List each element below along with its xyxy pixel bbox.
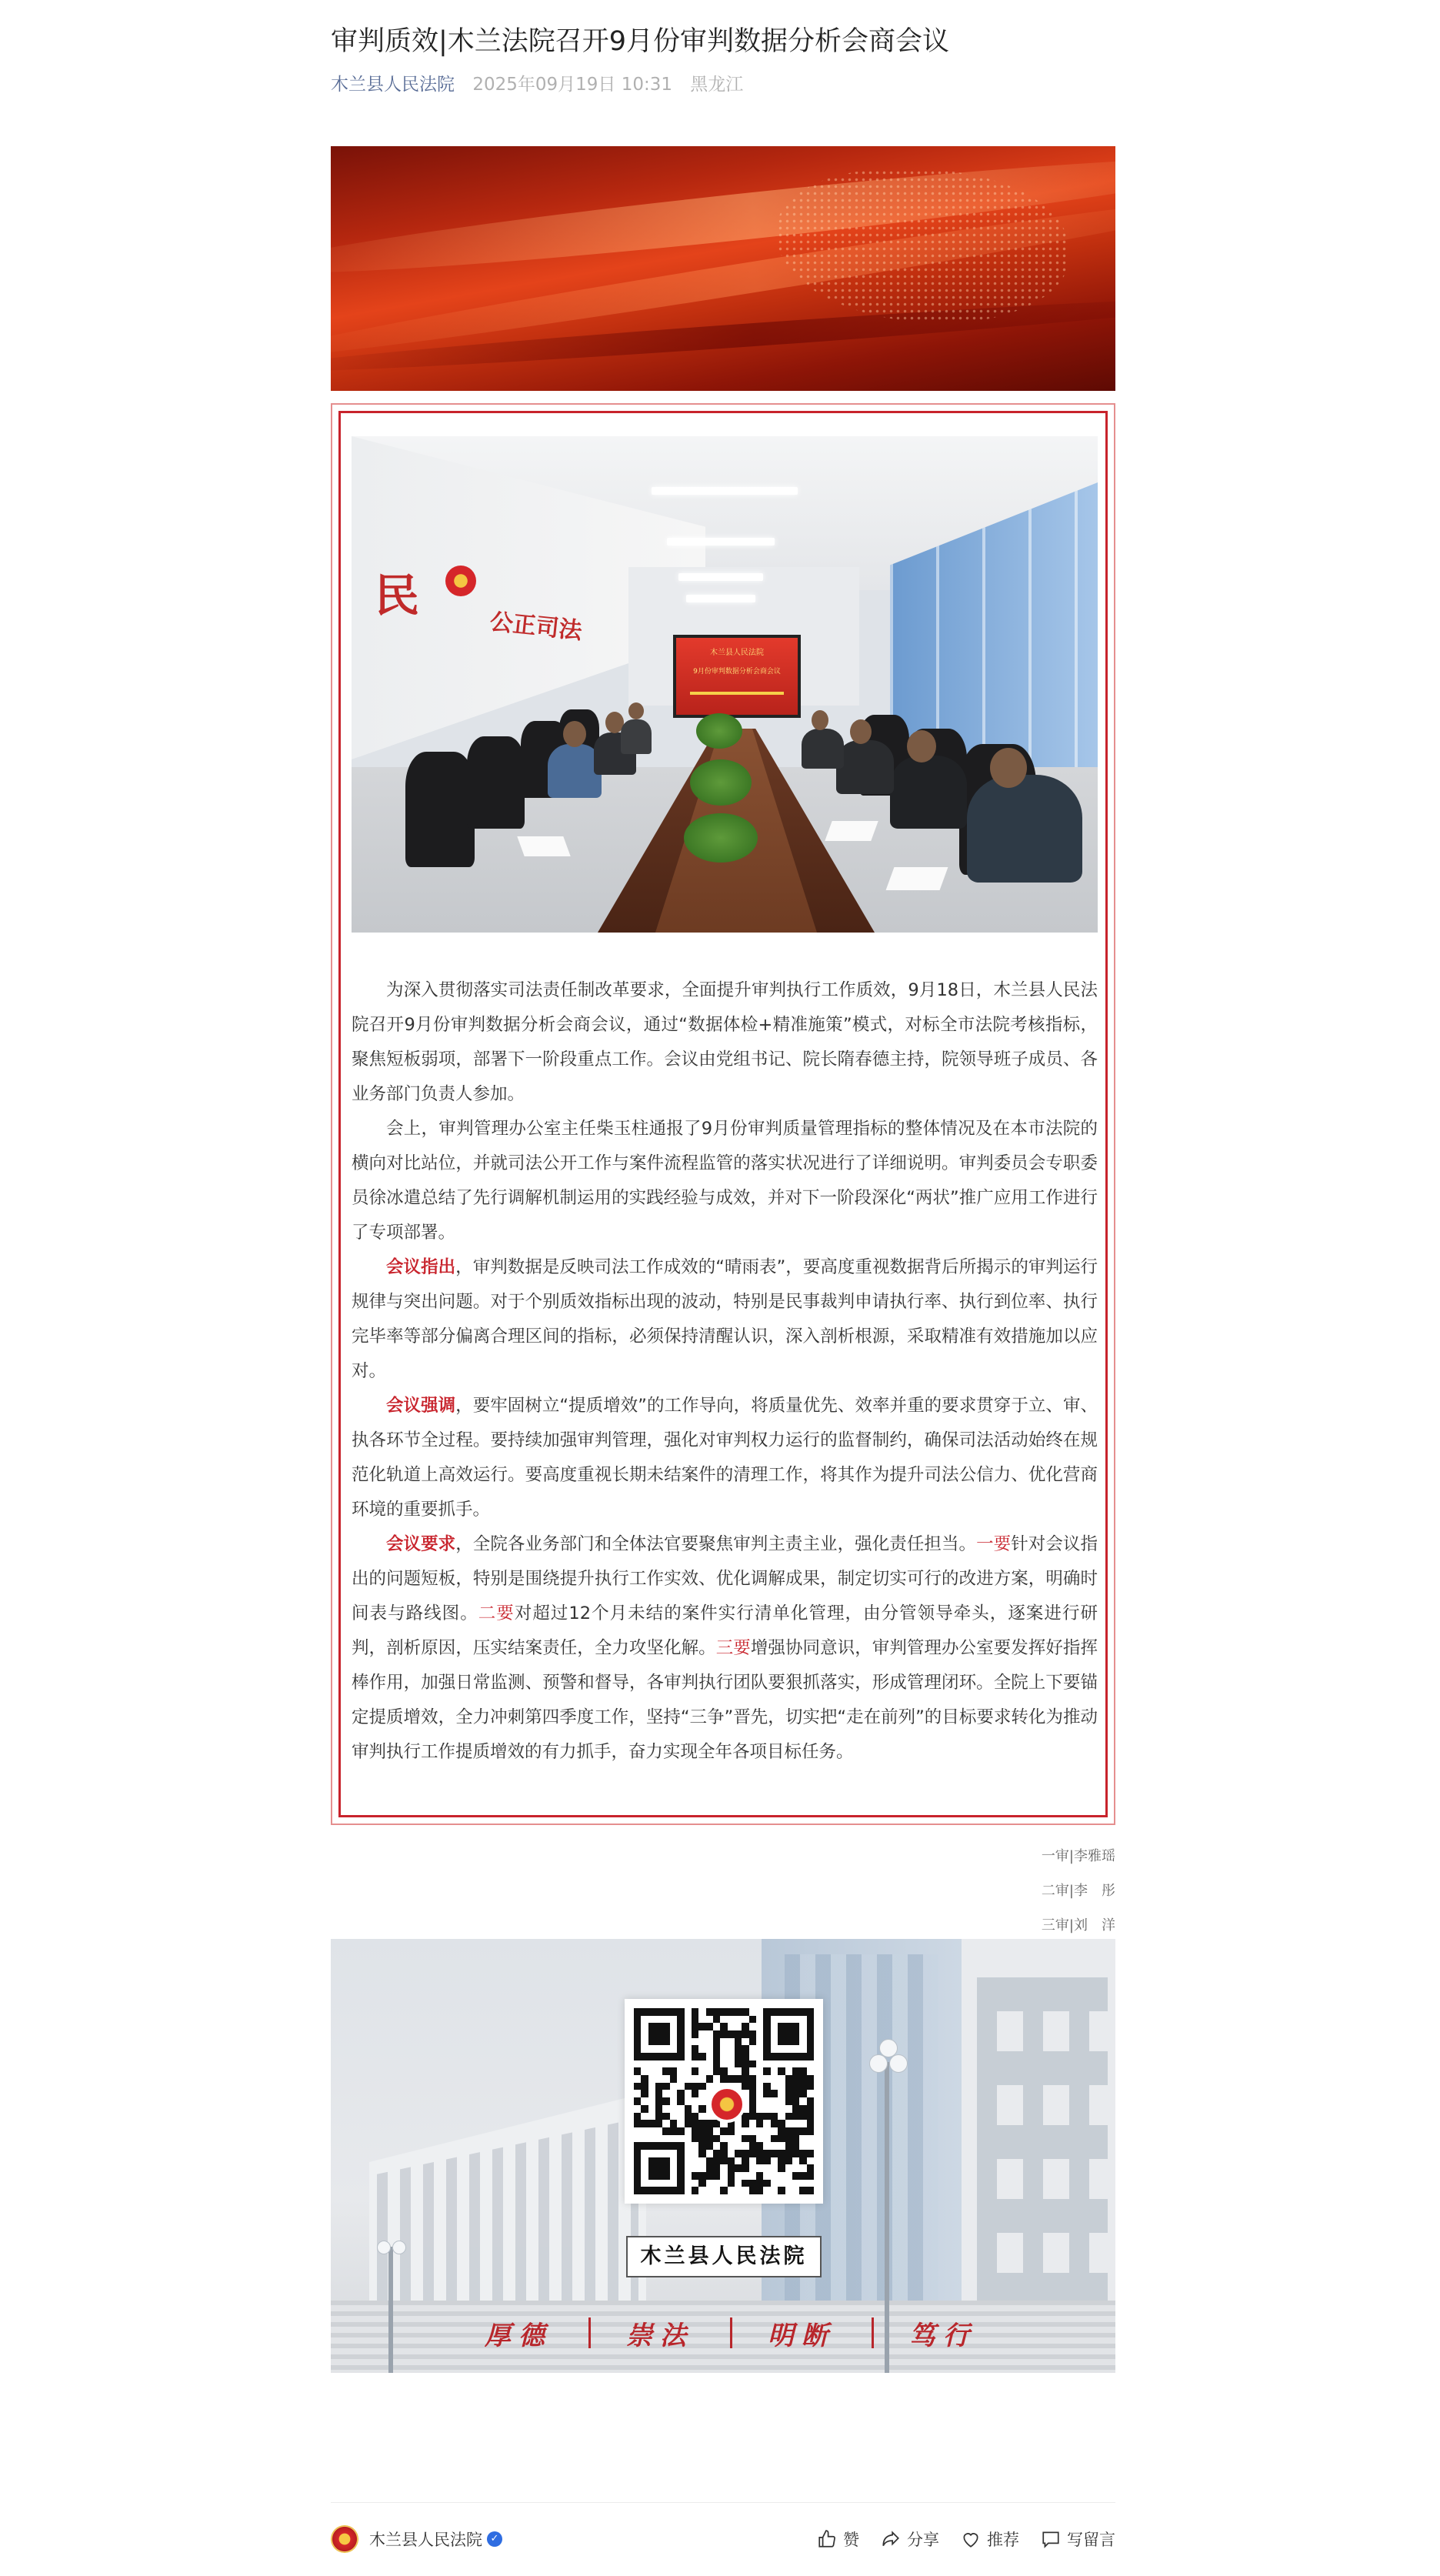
wall-character: 民 bbox=[375, 569, 420, 622]
verified-badge-icon: ✓ bbox=[487, 2531, 502, 2547]
numbered-point: 二要 bbox=[478, 1603, 515, 1623]
meeting-photo bbox=[352, 436, 1098, 933]
account-avatar[interactable] bbox=[331, 2525, 358, 2553]
publish-location: 黑龙江 bbox=[690, 75, 744, 95]
share-icon bbox=[881, 2529, 901, 2549]
credit-line: 一审|李雅瑶 bbox=[1041, 1848, 1115, 1864]
meeting-screen: 木兰县人民法院 9月份审判数据分析会商会议 bbox=[673, 635, 801, 718]
like-button[interactable]: 赞 bbox=[817, 2528, 859, 2551]
heart-icon bbox=[961, 2529, 981, 2549]
thumbs-up-icon bbox=[817, 2529, 837, 2549]
toolbar-divider bbox=[331, 2502, 1115, 2503]
poster-court-name: 木兰县人民法院 bbox=[626, 2236, 822, 2277]
numbered-point: 一要 bbox=[976, 1534, 1012, 1554]
credit-line: 二审|李 彤 bbox=[1041, 1883, 1115, 1899]
bottom-toolbar bbox=[331, 2518, 1115, 2561]
paragraph-1: 为深入贯彻落实司法责任制改革要求，全面提升审判执行工作质效，9月18日，木兰县人民法院召开9月份审判数据分析会商会议，通过“数据体检+精准施策”模式，对标全市法院考核指标，聚焦短板弱项，部署下一阶段重点工作。会议由党组书记、院长隋春德主持，院领导班子成员、各业务部门负责人参加。 bbox=[352, 980, 1098, 1104]
comment-button[interactable]: 写留言 bbox=[1041, 2528, 1115, 2551]
qr-code[interactable] bbox=[625, 1999, 823, 2204]
highlight-label: 会议指出 bbox=[386, 1257, 456, 1277]
article-title: 审判质效|木兰法院召开9月份审判数据分析会商会议 bbox=[331, 26, 950, 57]
article-meta bbox=[331, 71, 1115, 98]
comment-icon bbox=[1041, 2529, 1061, 2549]
article-frame bbox=[331, 403, 1115, 1825]
article-body bbox=[352, 973, 1098, 1770]
publish-datetime: 2025年09月19日 10:31 bbox=[472, 75, 672, 95]
share-button[interactable]: 分享 bbox=[881, 2528, 939, 2551]
review-credits bbox=[331, 1839, 1115, 1943]
header-banner-image bbox=[331, 146, 1115, 391]
recommend-button[interactable]: 推荐 bbox=[961, 2528, 1019, 2551]
qr-code-poster bbox=[331, 1939, 1115, 2373]
highlight-label: 会议要求 bbox=[386, 1534, 456, 1554]
numbered-point: 三要 bbox=[715, 1638, 751, 1658]
credit-line: 三审|刘 洋 bbox=[1041, 1917, 1115, 1934]
paragraph-4: 会议强调，要牢固树立“提质增效”的工作导向，将质量优先、效率并重的要求贯穿于立、审、执各环节全过程。要持续加强审判管理，强化对审判权力运行的监督制约，确保司法活动始终在规范化轨道上高效运行。要高度重视长期未结案件的清理工作，将其作为提升司法公信力、优化营商环境的重要抓手。 bbox=[352, 1396, 1098, 1520]
paragraph-5: 会议要求，全院各业务部门和全体法官要聚焦审判主责主业，强化责任担当。一要针对会议指出的问题短板，特别是围绕提升执行工作实效、优化调解成果，制定切实可行的改进方案，明确时间表与路线图。二要对超过12个月未结的案件实行清单化管理，由分管领导牵头，逐案进行研判，剖析原因，压实结案责任，全力攻坚化解。三要增强协同意识，审判管理办公室要发挥好指挥棒作用，加强日常监测、预警和督导，各审判执行团队要狠抓落实，形成管理闭环。全院上下要锚定提质增效，全力冲刺第四季度工作，坚持“三争”晋先，切实把“走在前列”的目标要求转化为推动审判执行工作提质增效的有力抓手，奋力实现全年各项目标任务。 bbox=[352, 1534, 1098, 1762]
paragraph-2: 会上，审判管理办公室主任柴玉柱通报了9月份审判质量管理指标的整体情况及在本市法院的横向对比站位，并就司法公开工作与案件流程监管的落实状况进行了详细说明。审判委员会专职委员徐冰遣总结了先行调解机制运用的实践经验与成效，并对下一阶段深化“两状”推广应用工作进行了专项部署。 bbox=[352, 1119, 1098, 1243]
court-emblem-icon bbox=[708, 2086, 745, 2123]
poster-motto: 厚德 崇法 明断 笃行 bbox=[485, 2314, 977, 2352]
court-emblem-icon bbox=[445, 566, 476, 596]
toolbar-account-name[interactable]: 木兰县人民法院 bbox=[369, 2531, 482, 2549]
wall-slogan: 公正司法 bbox=[488, 608, 584, 646]
highlight-label: 会议强调 bbox=[386, 1396, 456, 1416]
paragraph-3: 会议指出，审判数据是反映司法工作成效的“晴雨表”，要高度重视数据背后所揭示的审判运行规律与突出问题。对于个别质效指标出现的波动，特别是民事裁判申请执行率、执行到位率、执行完毕率等部分偏离合理区间的指标，必须保持清醒认识，深入剖析根源，采取精准有效措施加以应对。 bbox=[352, 1257, 1098, 1381]
account-link[interactable]: 木兰县人民法院 bbox=[331, 75, 455, 95]
